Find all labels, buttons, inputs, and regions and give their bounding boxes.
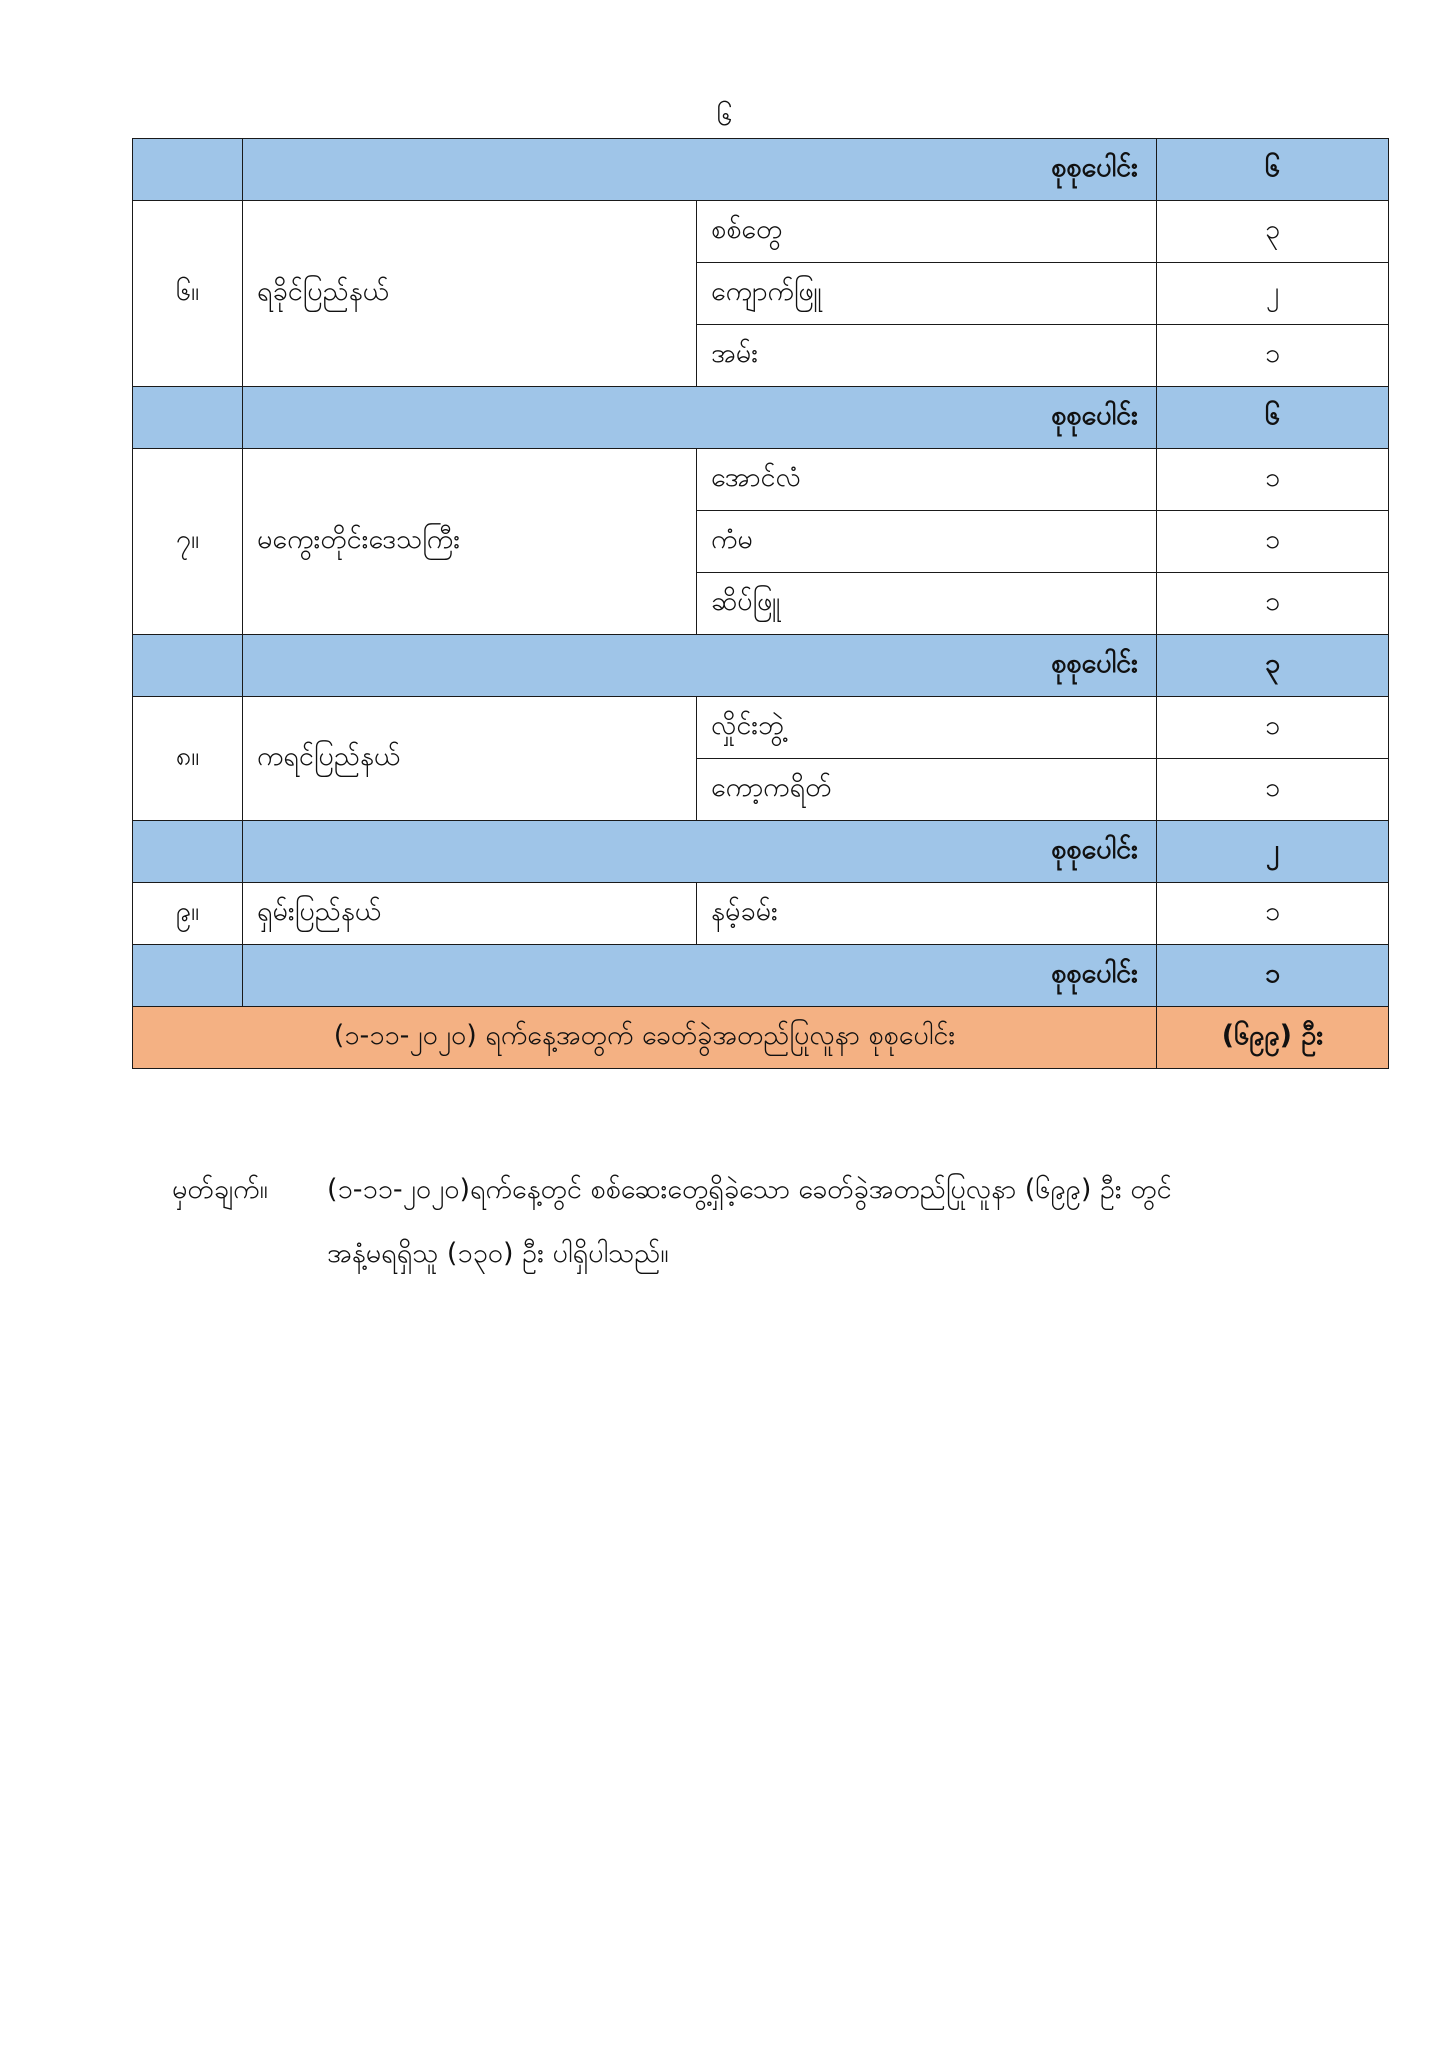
subtotal-num-cell	[133, 387, 243, 449]
grand-total-row	[133, 1007, 1389, 1069]
subtotal-value: ၆	[1157, 139, 1389, 201]
table-row	[133, 449, 1389, 511]
subtotal-num-cell	[133, 139, 243, 201]
footnote-line-1: (၁-၁၁-၂၀၂၀)ရက်နေ့တွင် စစ်ဆေးတွေ့ရှိခဲ့သော ခေတ်ခွဲအတည်ပြုလူနာ (၆၉၉) ဦး တွင်	[327, 1174, 1172, 1205]
region-number: ၈။	[133, 697, 243, 821]
table-row	[133, 883, 1389, 945]
subtotal-label: စုစုပေါင်း	[243, 635, 1157, 697]
town-name: အမ်း	[697, 325, 1157, 387]
town-count: ၁	[1157, 573, 1389, 635]
region-name: ရခိုင်ပြည်နယ်	[243, 201, 697, 387]
region-name: မကွေးတိုင်းဒေသကြီး	[243, 449, 697, 635]
subtotal-value: ၃	[1157, 635, 1389, 697]
table-row	[133, 697, 1389, 759]
subtotal-num-cell	[133, 635, 243, 697]
town-count: ၁	[1157, 697, 1389, 759]
region-number: ၇။	[133, 449, 243, 635]
subtotal-row	[133, 945, 1389, 1007]
footnote-label: မှတ်ချက်။	[172, 1174, 268, 1205]
town-count: ၁	[1157, 325, 1389, 387]
town-name: ကော့ကရိတ်	[697, 759, 1157, 821]
subtotal-num-cell	[133, 821, 243, 883]
page-number: ၆	[716, 99, 733, 132]
grand-total-label: (၁-၁၁-၂၀၂၀) ရက်နေ့အတွက် ခေတ်ခွဲအတည်ပြုလူနာ စုစုပေါင်း	[133, 1007, 1157, 1069]
region-name: ရှမ်းပြည်နယ်	[243, 883, 697, 945]
town-name: ကံမ	[697, 511, 1157, 573]
subtotal-row	[133, 821, 1389, 883]
subtotal-row	[133, 635, 1389, 697]
case-table	[132, 138, 1389, 1069]
town-count: ၁	[1157, 883, 1389, 945]
subtotal-row	[133, 139, 1389, 201]
subtotal-row	[133, 387, 1389, 449]
region-number: ၉။	[133, 883, 243, 945]
town-name: ဆိပ်ဖြူ	[697, 573, 1157, 635]
subtotal-num-cell	[133, 945, 243, 1007]
town-name: အောင်လံ	[697, 449, 1157, 511]
town-count: ၁	[1157, 511, 1389, 573]
town-count: ၁	[1157, 449, 1389, 511]
subtotal-value: ၆	[1157, 387, 1389, 449]
town-name: လှိုင်းဘွဲ့	[697, 697, 1157, 759]
footnote	[172, 1158, 1372, 1286]
table-row	[133, 201, 1389, 263]
subtotal-value: ၁	[1157, 945, 1389, 1007]
subtotal-value: ၂	[1157, 821, 1389, 883]
region-number: ၆။	[133, 201, 243, 387]
subtotal-label: စုစုပေါင်း	[243, 139, 1157, 201]
town-count: ၁	[1157, 759, 1389, 821]
town-name: ကျောက်ဖြူ	[697, 263, 1157, 325]
town-name: နမ့်ခမ်း	[697, 883, 1157, 945]
subtotal-label: စုစုပေါင်း	[243, 945, 1157, 1007]
town-count: ၂	[1157, 263, 1389, 325]
town-count: ၃	[1157, 201, 1389, 263]
subtotal-label: စုစုပေါင်း	[243, 821, 1157, 883]
town-name: စစ်တွေ	[697, 201, 1157, 263]
subtotal-label: စုစုပေါင်း	[243, 387, 1157, 449]
region-name: ကရင်ပြည်နယ်	[243, 697, 697, 821]
footnote-line-2: အနံ့မရရှိသူ (၁၃၀) ဦး ပါရှိပါသည်။	[327, 1238, 669, 1269]
grand-total-value: (၆၉၉) ဦး	[1157, 1007, 1389, 1069]
